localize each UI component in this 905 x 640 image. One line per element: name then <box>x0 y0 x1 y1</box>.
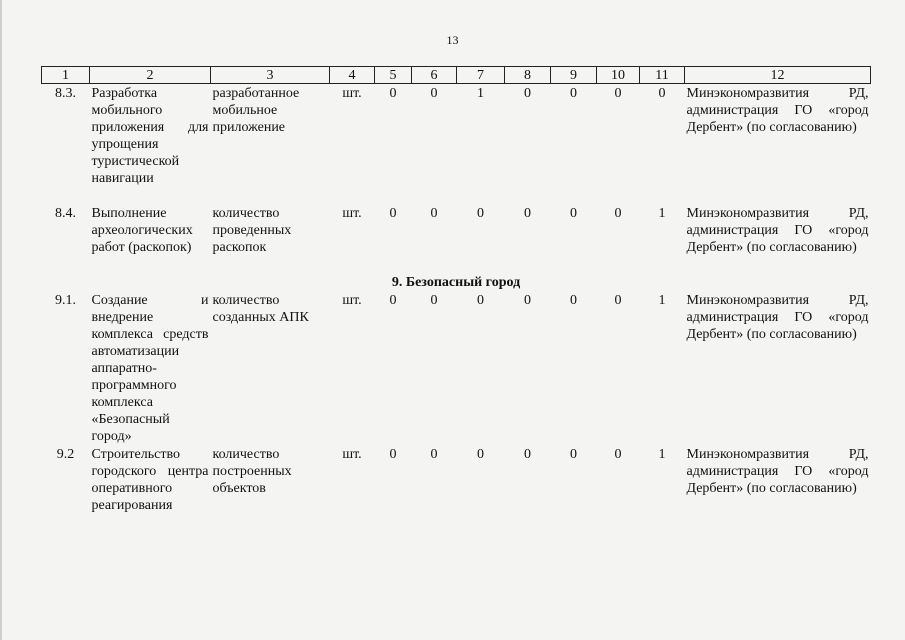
header-cell-9: 9 <box>551 67 597 84</box>
responsible-party: Минэкономразвития РД, администрация ГО «город Дербент» (по согласованию) <box>686 86 869 135</box>
scan-edge <box>0 0 2 640</box>
value-cell: 0 <box>477 292 484 308</box>
value-cell: 0 <box>389 86 397 101</box>
row-number: 8.4. <box>55 205 76 221</box>
table-row <box>42 445 871 545</box>
header-cell-5: 5 <box>375 67 412 84</box>
value-cell: 0 <box>614 86 622 101</box>
value-cell: 0 <box>430 446 438 462</box>
value-cell: 0 <box>389 292 397 308</box>
value-cell: 0 <box>389 446 397 462</box>
value-cell: 0 <box>389 205 397 221</box>
section-row <box>42 274 871 291</box>
row-number: 9.1. <box>55 292 76 308</box>
value-cell: 1 <box>658 205 666 221</box>
value-cell: 0 <box>524 205 531 221</box>
plan-table <box>41 66 871 545</box>
activity-name: Разработка мобильного приложения для упрощения туристической навигации <box>91 86 209 186</box>
value-cell: 0 <box>570 446 577 462</box>
indicator-name: разработанное мобильное приложение <box>212 86 300 135</box>
value-cell: 0 <box>658 86 666 101</box>
header-cell-11: 11 <box>640 67 685 84</box>
value-cell: 1 <box>658 292 666 308</box>
value-cell: 0 <box>524 292 531 308</box>
table-row <box>42 204 871 274</box>
header-cell-10: 10 <box>597 67 640 84</box>
value-cell: 0 <box>614 292 622 308</box>
value-cell: 1 <box>477 86 484 101</box>
value-cell: 0 <box>430 205 438 221</box>
row-number: 8.3. <box>55 86 76 101</box>
table-row <box>42 84 871 204</box>
value-cell: 0 <box>430 292 438 308</box>
value-cell: 0 <box>570 205 577 221</box>
unit: шт. <box>342 292 362 308</box>
header-cell-3: 3 <box>211 67 330 84</box>
activity-name: Создание и внедрение комплекса средств автоматизации аппаратно-программного комплекса «Безопасный город» <box>91 292 209 444</box>
unit: шт. <box>342 446 362 462</box>
value-cell: 0 <box>614 446 622 462</box>
value-cell: 1 <box>658 446 666 462</box>
responsible-party: Минэкономразвития РД, администрация ГО «город Дербент» (по согласованию) <box>686 205 869 255</box>
indicator-name: количество созданных АПК <box>212 292 309 325</box>
indicator-name: количество построенных объектов <box>212 446 292 496</box>
value-cell: 0 <box>524 86 531 101</box>
responsible-party: Минэкономразвития РД, администрация ГО «город Дербент» (по согласованию) <box>686 446 869 496</box>
header-cell-8: 8 <box>505 67 551 84</box>
value-cell: 0 <box>477 446 484 462</box>
page-number: 13 <box>446 33 459 47</box>
value-cell: 0 <box>524 446 531 462</box>
header-cell-7: 7 <box>457 67 505 84</box>
value-cell: 0 <box>570 292 577 308</box>
responsible-party: Минэкономразвития РД, администрация ГО «город Дербент» (по согласованию) <box>686 292 869 342</box>
unit: шт. <box>342 205 362 221</box>
header-cell-12: 12 <box>685 67 871 84</box>
indicator-name: количество проведенных раскопок <box>212 205 292 255</box>
row-number: 9.2 <box>56 446 75 462</box>
unit: шт. <box>342 86 362 101</box>
header-cell-4: 4 <box>330 67 375 84</box>
activity-name: Строительство городского центра оперативного реагирования <box>91 446 209 513</box>
header-cell-2: 2 <box>90 67 211 84</box>
activity-name: Выполнение археологических работ (раскопок) <box>91 205 193 255</box>
column-number-row <box>42 67 871 84</box>
table-row <box>42 291 871 445</box>
value-cell: 0 <box>477 205 484 221</box>
value-cell: 0 <box>614 205 622 221</box>
section-title: 9. Безопасный город <box>391 274 521 290</box>
header-cell-6: 6 <box>412 67 457 84</box>
value-cell: 0 <box>430 86 438 101</box>
value-cell: 0 <box>570 86 577 101</box>
header-cell-1: 1 <box>42 67 90 84</box>
